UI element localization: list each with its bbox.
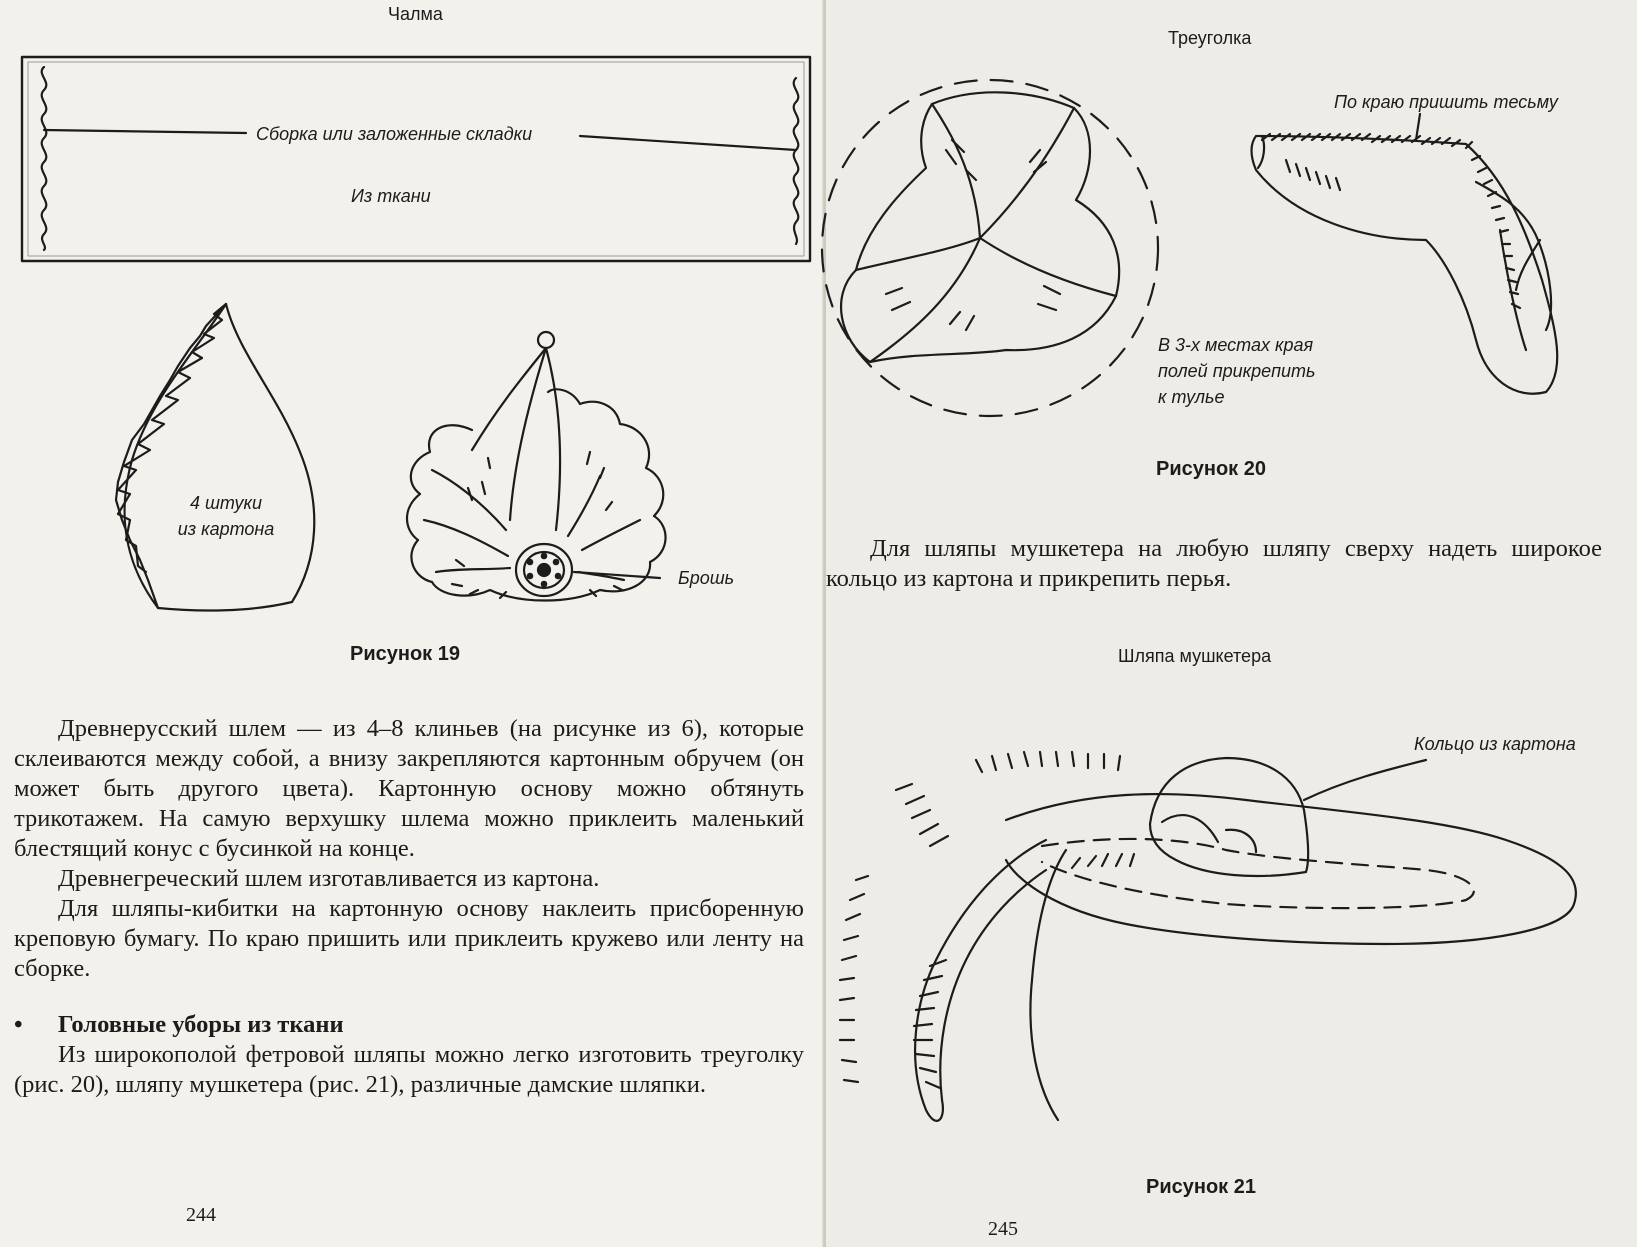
- bullet-icon: •: [14, 1011, 23, 1038]
- bullet-heading: • Головные уборы из ткани: [14, 1011, 344, 1038]
- fabric-label: Из ткани: [351, 186, 431, 206]
- paragraph-helmet-russian: Древнерусский шлем — из 4–8 клиньев (на рисунке из 6), которые склеиваются между собой, а внизу закрепляются картонным обручем (он может быть другого цвета). Картонную основу можно обтянуть трикотажем. На самую верхушку шлема можно приклеить маленький блестящий конус с бусинкой на конце.: [14, 715, 804, 862]
- tricorn-title: Треуголка: [1168, 28, 1252, 48]
- left-body-text: [14, 714, 804, 1100]
- attach-label: В 3-х местах края полей прикрепить к тулье: [1158, 335, 1316, 407]
- page-number-left: 244: [186, 1204, 216, 1226]
- figure-20-caption: Рисунок 20: [1156, 458, 1266, 480]
- paragraph-helmet-greek: Древнегреческий шлем изготавливается из картона.: [58, 865, 600, 892]
- musketeer-hat-drawing: [826, 0, 1637, 1190]
- gathers-label: Сборка или заложенные складки: [256, 124, 533, 144]
- page-number-right: 245: [988, 1218, 1018, 1240]
- turban-with-brooch-drawing: [0, 0, 826, 640]
- brooch-label: Брошь: [678, 568, 735, 588]
- turban-title: Чалма: [388, 4, 443, 24]
- paragraph-musketeer: Для шляпы мушкетера на любую шляпу сверху надеть широкое кольцо из картона и прикрепить перья.: [826, 535, 1602, 592]
- musketeer-title: Шляпа мушкетера: [1118, 646, 1272, 666]
- ring-label: Кольцо из картона: [1414, 734, 1576, 754]
- paragraph-fabric-hats: Из широкополой фетровой шляпы можно легко изготовить треуголку (рис. 20), шляпу мушкетера (рис. 21), различные дамские шляпки.: [14, 1041, 804, 1098]
- figure-21-caption: Рисунок 21: [1146, 1176, 1256, 1198]
- paragraph-kibitka-hat: Для шляпы-кибитки на картонную основу наклеить присборенную креповую бумагу. По краю пришить или приклеить кружево или ленту на сборке.: [14, 895, 804, 982]
- figure-19-caption: Рисунок 19: [350, 643, 460, 665]
- right-page: [826, 0, 1637, 1247]
- petal-label: 4 штуки из картона: [177, 493, 275, 539]
- tape-label: По краю пришить тесьму: [1334, 92, 1558, 112]
